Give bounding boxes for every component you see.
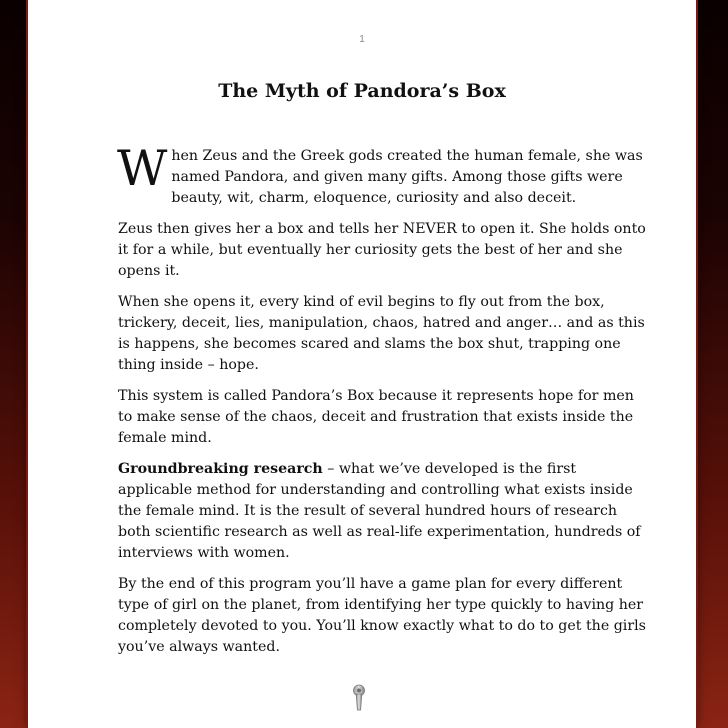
paragraph-intro [117,140,648,209]
page-title: The Myth of Pandora’s Box [218,80,506,102]
paragraph-box: Zeus then gives her a box and tells her NEVER to open it. She holds onto it for a while, but eventually her curiosity gets the best of her and she opens it. [118,221,646,279]
research-heading: Groundbreaking research [118,461,323,477]
keyhole-icon [350,684,368,712]
paragraph-program: By the end of this program you’ll have a game plan for every different type of girl on the planet, from identifying her type quickly to having her completely devoted to you. You’ll know exactly what to do to get the girls you’ve always wanted. [118,576,646,655]
document-page [28,0,696,728]
paragraph-system: This system is called Pandora’s Box because it represents hope for men to make sense of the chaos, deceit and frustration that exists inside the female mind. [118,388,634,446]
paragraph-evil: When she opens it, every kind of evil begins to fly out from the box, trickery, deceit, lies, manipulation, chaos, hatred and anger… and as this is happens, she becomes scared and slams the box shut, trapping one thing inside – hope. [118,294,645,373]
document-body [117,140,648,668]
paragraph-intro-text: hen Zeus and the Greek gods created the human female, she was named Pandora, and given many gifts. Among those gifts were beauty, wit, charm, eloquence, curiosity and also deceit. [171,148,643,206]
paragraph-research [118,459,648,564]
research-text: – what we’ve developed is the first applicable method for understanding and controlling what exists inside the female mind. It is the result of several hundred hours of research both scientific research as well as real-life experimentation, hundreds of interviews with women. [118,461,641,561]
drop-cap: W [117,140,168,197]
page-number: 1 [359,34,365,45]
